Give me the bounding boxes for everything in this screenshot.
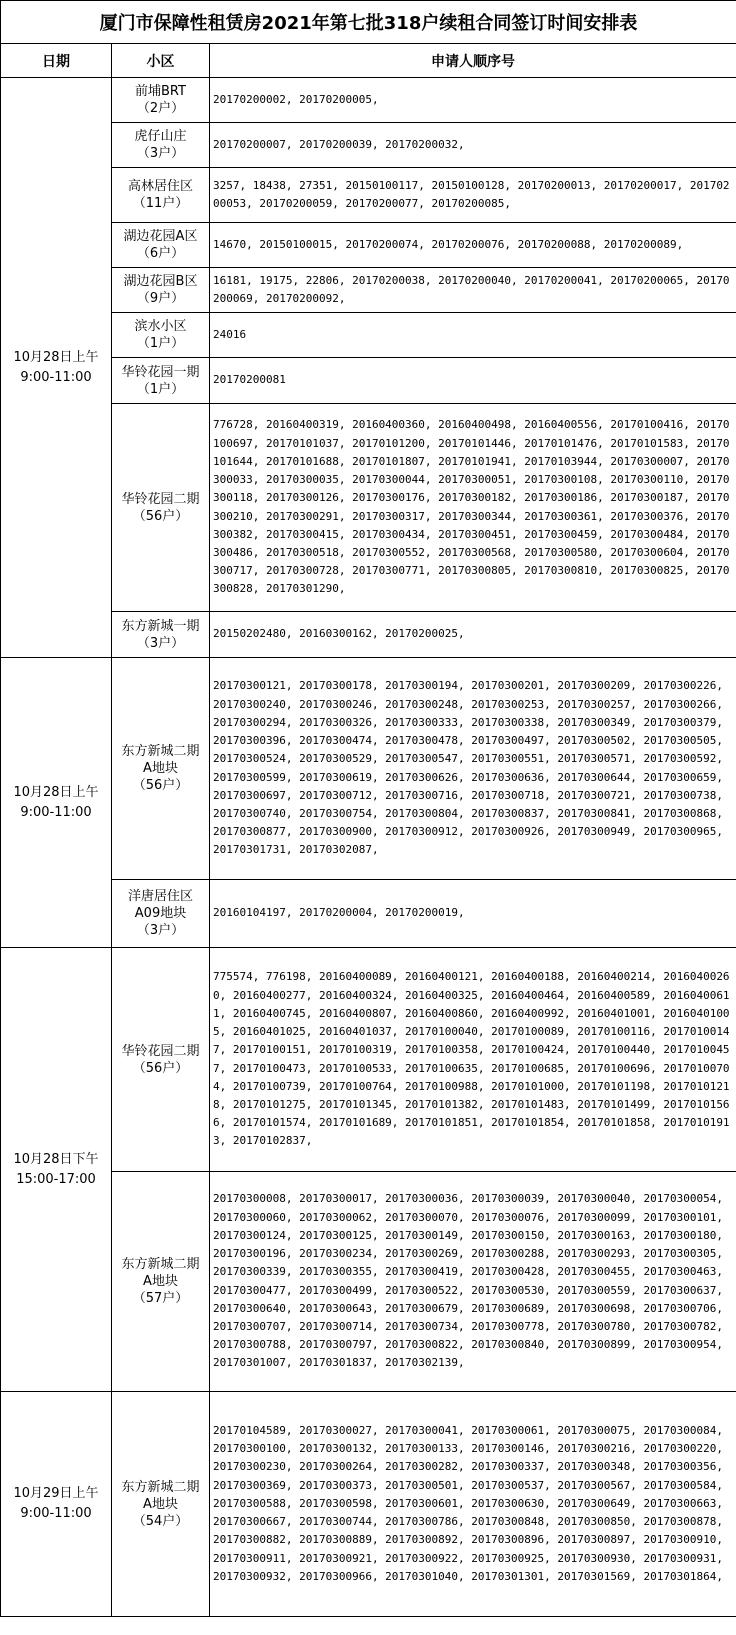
ids-cell: 3257, 18438, 27351, 20150100117, 20150100128, 20170200013, 20170200017, 20170200053, 20170200059, 20170200077, 20170200085, [210, 168, 736, 223]
time-label: 9:00-11:00 [20, 369, 92, 385]
table-row [1, 123, 736, 168]
community-name: 高林居住区 [127, 179, 193, 194]
community-name: 洋唐居住区 [127, 889, 193, 904]
table-row [1, 268, 736, 313]
table-row [1, 313, 736, 358]
table-row [1, 358, 736, 404]
community-block: A09地块 [134, 906, 187, 921]
community-cell [112, 1172, 210, 1392]
community-cell [112, 313, 210, 358]
community-name: 华铃花园二期 [121, 491, 200, 507]
date-label: 10月28日上午 [13, 784, 99, 800]
table-row [1, 223, 736, 268]
table-row [1, 612, 736, 658]
household-count: （56户） [132, 1060, 189, 1076]
community-name: 东方新城二期 [121, 1479, 200, 1495]
ids-cell: 776728, 20160400319, 20160400360, 20160400498, 20160400556, 20170100416, 20170100697, 20170101037, 20170101200, 20170101446, 20170101476, 20170101583, 20170101644, 20170101688, 20170101807, 20170101941, 20170103944, 20170300007, 20170300033, 20170300035, 20170300044, 20170300051, 20170300108, 20170300110, 20170300118, 20170300126, 20170300176, 20170300182, 20170300186, 20170300187, 20170300210, 20170300291, 20170300317, 20170300344, 20170300361, 20170300376, 20170300382, 20170300415, 20170300434, 20170300451, 20170300459, 20170300484, 20170300486, 20170300518, 20170300552, 20170300568, 20170300580, 20170300604, 20170300717, 20170300728, 20170300771, 20170300805, 20170300810, 20170300825, 20170300828, 20170301290, [210, 404, 736, 612]
table-title: 厦门市保障性租赁房2021年第七批318户续租合同签订时间安排表 [1, 1, 736, 44]
time-label: 9:00-11:00 [20, 1506, 92, 1521]
household-count: （3户） [136, 923, 185, 938]
community-name: 滨水小区 [134, 319, 187, 334]
household-count: （3户） [136, 635, 185, 651]
header-ids: 申请人顺序号 [210, 44, 736, 78]
community-cell [112, 223, 210, 268]
table-row [1, 948, 736, 1172]
ids-cell: 16181, 19175, 22806, 20170200038, 20170200040, 20170200041, 20170200065, 20170200069, 20170200092, [210, 268, 736, 313]
community-cell [112, 404, 210, 612]
ids-cell: 20170300121, 20170300178, 20170300194, 20170300201, 20170300209, 20170300226, 20170300240, 20170300246, 20170300248, 20170300253, 20170300257, 20170300266, 20170300294, 20170300326, 20170300333, 20170300338, 20170300349, 20170300379, 20170300396, 20170300474, 20170300478, 20170300497, 20170300502, 20170300505, 20170300524, 20170300529, 20170300547, 20170300551, 20170300571, 20170300592, 20170300599, 20170300619, 20170300626, 20170300636, 20170300644, 20170300659, 20170300697, 20170300712, 20170300716, 20170300718, 20170300721, 20170300738, 20170300740, 20170300754, 20170300804, 20170300837, 20170300841, 20170300868, 20170300877, 20170300900, 20170300912, 20170300926, 20170300949, 20170300965, 20170301731, 20170302087, [210, 658, 736, 880]
community-name: 东方新城二期 [121, 1257, 200, 1272]
community-cell [112, 880, 210, 948]
household-count: （1户） [136, 381, 185, 397]
community-cell [112, 123, 210, 168]
household-count: （1户） [136, 336, 185, 351]
household-count: （57户） [132, 1291, 189, 1306]
time-label: 15:00-17:00 [16, 1171, 96, 1187]
household-count: （6户） [136, 246, 185, 261]
header-community: 小区 [112, 44, 210, 78]
community-cell [112, 948, 210, 1172]
table-row [1, 880, 736, 948]
community-name: 东方新城二期 [121, 744, 200, 759]
date-cell [1, 658, 112, 948]
community-block: A地块 [143, 761, 178, 776]
table-row [1, 404, 736, 612]
community-cell [112, 1392, 210, 1617]
ids-cell: 20170200002, 20170200005, [210, 78, 736, 123]
household-count: （56户） [132, 508, 189, 524]
date-label: 10月29日上午 [13, 1486, 99, 1501]
ids-cell: 20150202480, 20160300162, 20170200025, [210, 612, 736, 658]
community-block: A地块 [143, 1496, 178, 1512]
date-cell [1, 1392, 112, 1617]
table-row [1, 1392, 736, 1617]
date-cell [1, 78, 112, 658]
ids-cell: 20170200007, 20170200039, 20170200032, [210, 123, 736, 168]
community-name: 华铃花园一期 [121, 364, 200, 380]
community-name: 湖边花园A区 [123, 229, 198, 244]
community-cell [112, 78, 210, 123]
date-cell [1, 948, 112, 1392]
household-count: （11户） [132, 196, 189, 211]
community-cell [112, 168, 210, 223]
community-cell [112, 612, 210, 658]
household-count: （2户） [136, 101, 185, 116]
table-row [1, 658, 736, 880]
ids-cell: 14670, 20150100015, 20170200074, 20170200076, 20170200088, 20170200089, [210, 223, 736, 268]
ids-cell: 20160104197, 20170200004, 20170200019, [210, 880, 736, 948]
community-name: 湖边花园B区 [123, 274, 198, 289]
household-count: （9户） [136, 291, 185, 306]
household-count: （54户） [132, 1513, 189, 1529]
household-count: （56户） [132, 778, 189, 793]
ids-cell: 20170104589, 20170300027, 20170300041, 20170300061, 20170300075, 20170300084, 20170300100, 20170300132, 20170300133, 20170300146, 20170300216, 20170300220, 20170300230, 20170300264, 20170300282, 20170300337, 20170300348, 20170300356, 20170300369, 20170300373, 20170300501, 20170300537, 20170300567, 20170300584, 20170300588, 20170300598, 20170300601, 20170300630, 20170300649, 20170300663, 20170300667, 20170300744, 20170300786, 20170300848, 20170300850, 20170300878, 20170300882, 20170300889, 20170300892, 20170300896, 20170300897, 20170300910, 20170300911, 20170300921, 20170300922, 20170300925, 20170300930, 20170300931, 20170300932, 20170300966, 20170301040, 20170301301, 20170301569, 20170301864, [210, 1392, 736, 1617]
community-block: A地块 [143, 1274, 178, 1289]
table-row [1, 78, 736, 123]
ids-cell: 775574, 776198, 20160400089, 20160400121, 20160400188, 20160400214, 20160400260, 20160400277, 20160400324, 20160400325, 20160400464, 20160400589, 20160400611, 20160400745, 20160400807, 20160400860, 20160400992, 20160401001, 20160401005, 20160401025, 20160401037, 20170100040, 20170100089, 20170100116, 20170100147, 20170100151, 20170100319, 20170100358, 20170100424, 20170100440, 20170100457, 20170100473, 20170100533, 20170100635, 20170100685, 20170100696, 20170100704, 20170100739, 20170100764, 20170100988, 20170101000, 20170101198, 20170101218, 20170101275, 20170101345, 20170101382, 20170101483, 20170101499, 20170101566, 20170101574, 20170101689, 20170101851, 20170101854, 20170101858, 20170101913, 20170102837, [210, 948, 736, 1172]
community-cell [112, 268, 210, 313]
community-name: 前埔BRT [135, 84, 186, 99]
ids-cell: 20170200081 [210, 358, 736, 404]
date-label: 10月28日上午 [13, 349, 99, 365]
table-row [1, 168, 736, 223]
date-label: 10月28日下午 [13, 1151, 99, 1167]
community-name: 华铃花园二期 [121, 1043, 200, 1059]
community-name: 虎仔山庄 [134, 129, 187, 144]
community-cell [112, 658, 210, 880]
header-date: 日期 [1, 44, 112, 78]
community-cell [112, 358, 210, 404]
time-label: 9:00-11:00 [20, 804, 92, 820]
ids-cell: 24016 [210, 313, 736, 358]
community-name: 东方新城一期 [121, 618, 200, 634]
household-count: （3户） [136, 146, 185, 161]
table-row [1, 1172, 736, 1392]
ids-cell: 20170300008, 20170300017, 20170300036, 20170300039, 20170300040, 20170300054, 20170300060, 20170300062, 20170300070, 20170300076, 20170300099, 20170300101, 20170300124, 20170300125, 20170300149, 20170300150, 20170300163, 20170300180, 20170300196, 20170300234, 20170300269, 20170300288, 20170300293, 20170300305, 20170300339, 20170300355, 20170300419, 20170300428, 20170300455, 20170300463, 20170300477, 20170300499, 20170300522, 20170300530, 20170300559, 20170300637, 20170300640, 20170300643, 20170300679, 20170300689, 20170300698, 20170300706, 20170300707, 20170300714, 20170300734, 20170300778, 20170300780, 20170300782, 20170300788, 20170300797, 20170300822, 20170300840, 20170300899, 20170300954, 20170301007, 20170301837, 20170302139, [210, 1172, 736, 1392]
